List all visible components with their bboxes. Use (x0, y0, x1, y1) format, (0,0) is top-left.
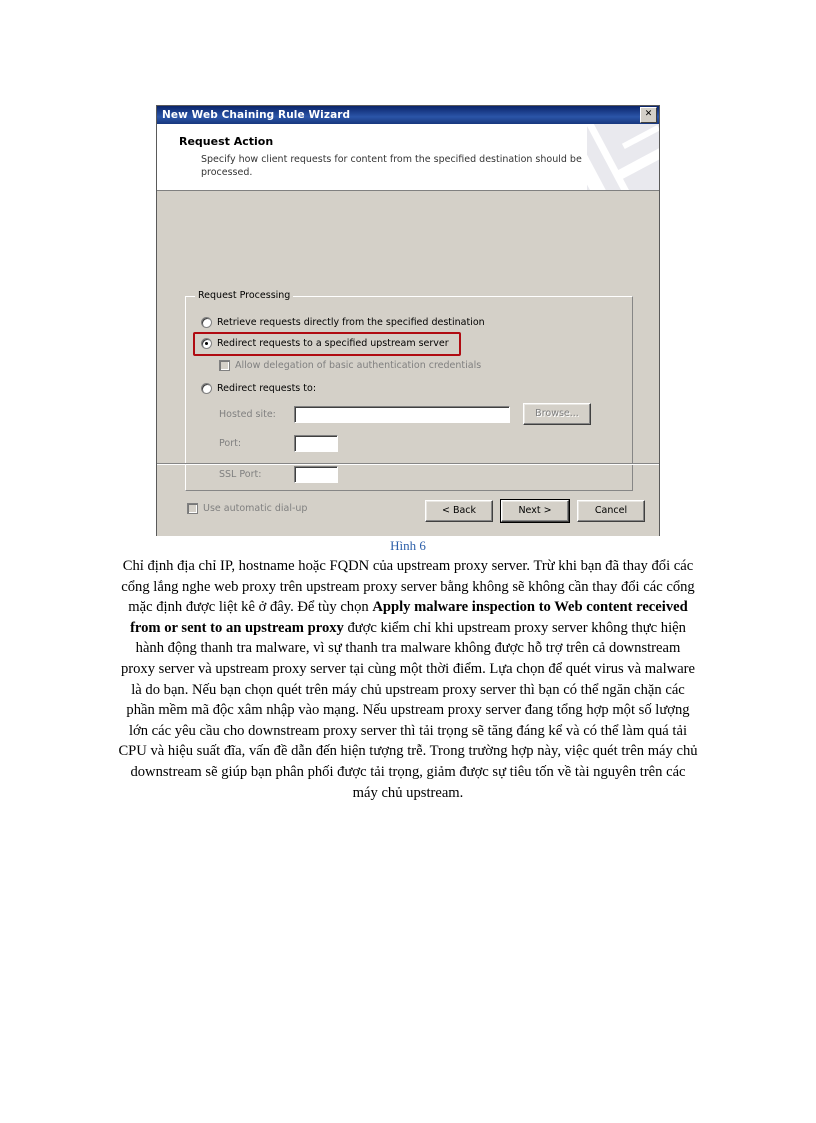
radio-icon-retrieve[interactable] (201, 317, 212, 328)
radio-icon-redirect-upstream[interactable] (201, 338, 212, 349)
radio-retrieve-label: Retrieve requests directly from the specified destination (217, 317, 485, 328)
close-icon[interactable]: ✕ (640, 107, 657, 123)
port-label: Port: (219, 438, 242, 449)
checkbox-allow-delegation-label: Allow delegation of basic authentication credentials (235, 360, 482, 371)
group-label: Request Processing (195, 290, 293, 301)
paragraph-bold-phrase: Apply malware inspection to Web content received from or sent to an upstream proxy (130, 599, 688, 636)
dialog-footer-buttons (425, 500, 645, 522)
footer-separator (157, 463, 659, 465)
hosted-site-label: Hosted site: (219, 408, 276, 420)
dialog-header (157, 124, 659, 191)
wizard-screenshot (156, 105, 660, 536)
checkbox-icon-dialup[interactable] (187, 503, 198, 514)
ssl-port-input[interactable] (294, 466, 338, 483)
cancel-button[interactable]: Cancel (577, 500, 645, 522)
header-description: Specify how client requests for content from the specified destination should be processed. (201, 154, 582, 178)
paragraph-text-part-2: được kiểm chỉ khi upstream proxy server không thực hiện hành động thanh tra malware, vì sự thanh tra malware không được hỗ trợ trên cả downstream proxy server và upstream proxy server tại cùng một thời điểm. Lựa chọn để quét virus và malware là do bạn. Nếu bạn chọn quét trên máy chủ upstream proxy server thì bạn có thể ngăn chặn các phần mềm mã độc xâm nhập vào mạng. Nếu upstream proxy server đang tổng hợp một số lượng lớn các yêu cầu cho downstream proxy server thì tải trọng sẽ tăng đáng kể và có thể làm quá tải CPU và hiệu suất đĩa, vấn đề dẫn đến hiện tượng trễ. Trong trường hợp này, việc quét trên máy chủ downstream sẽ giúp bạn phân phối được tải trọng, giảm được sự tiêu tốn về tài nguyên trên các máy chủ upstream. (118, 619, 698, 801)
back-button[interactable]: < Back (425, 500, 493, 522)
browse-button[interactable]: Browse... (523, 403, 591, 425)
radio-icon-redirect-to[interactable] (201, 383, 212, 394)
radio-redirect-to[interactable] (201, 383, 316, 394)
header-graphic (587, 124, 659, 190)
port-input[interactable] (294, 435, 338, 452)
dialup-label: Use automatic dial-up (203, 503, 308, 514)
paragraph-text-part-1: Chỉ định địa chỉ IP, hostname hoặc FQDN của upstream proxy server. Trừ khi bạn đã thay đổi các cổng lắng nghe web proxy trên upstream proxy server bằng không sẽ không cần thay đổi các cổng mặc định được liệt kê ở đây. Để tùy chọn (121, 558, 695, 616)
header-title: Request Action (179, 135, 274, 148)
port-row (219, 435, 519, 452)
dialog-title: New Web Chaining Rule Wizard (162, 109, 351, 121)
next-button[interactable]: Next > (501, 500, 569, 522)
radio-redirect-to-label: Redirect requests to: (217, 383, 317, 394)
checkbox-icon-allow-delegation[interactable] (219, 360, 230, 371)
radio-redirect-upstream-label: Redirect requests to a specified upstream server (217, 338, 449, 349)
dialog-body (157, 191, 659, 536)
figure-caption: Hình 6 (390, 538, 426, 553)
checkbox-allow-delegation[interactable] (219, 360, 481, 371)
checkbox-use-automatic-dialup[interactable] (187, 503, 307, 514)
ssl-port-row (219, 466, 519, 483)
hosted-site-row (219, 403, 619, 425)
radio-redirect-upstream[interactable] (201, 338, 449, 349)
dialog-titlebar (157, 106, 659, 124)
ssl-port-label: SSL Port: (219, 469, 262, 480)
body-paragraph (118, 556, 698, 803)
radio-retrieve-directly[interactable] (201, 317, 485, 328)
hosted-site-input[interactable] (294, 406, 510, 423)
